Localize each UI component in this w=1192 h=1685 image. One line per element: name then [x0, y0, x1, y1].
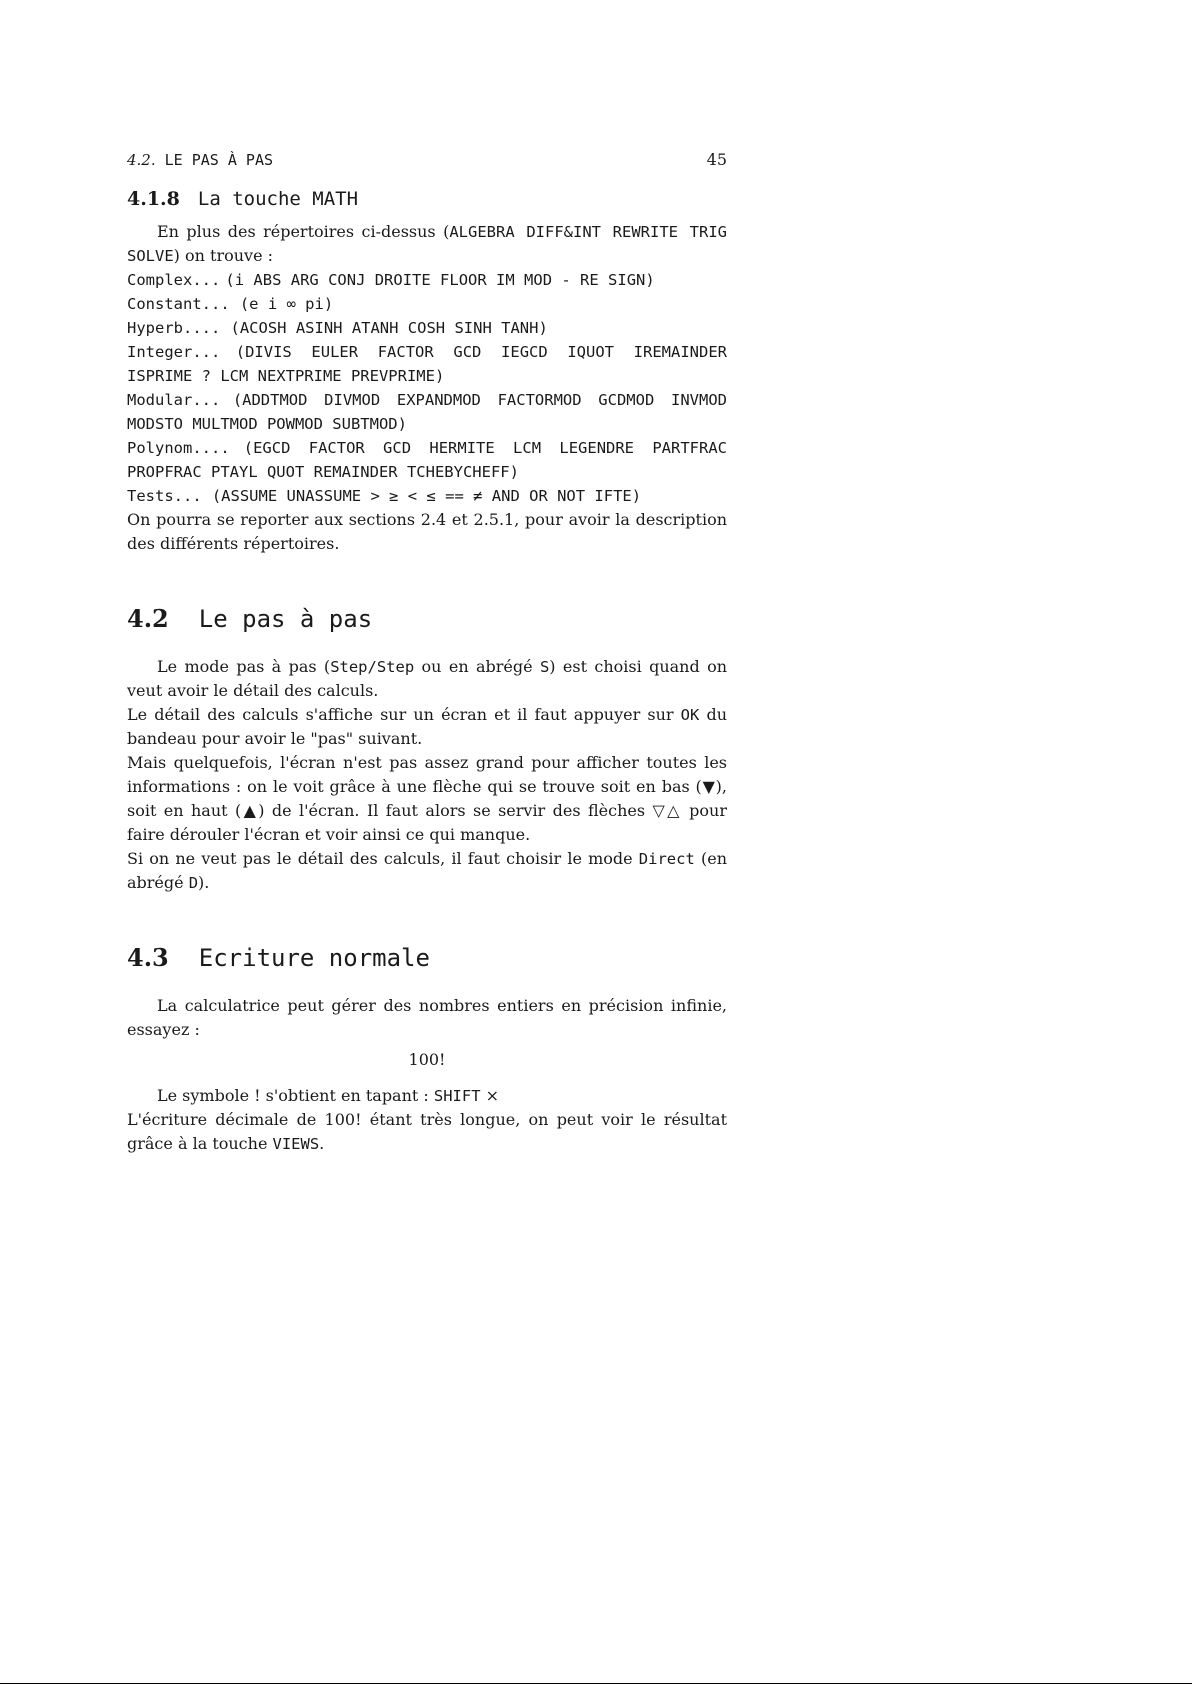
text: Le détail des calculs s'affiche sur un écran et il faut appuyer sur — [127, 705, 681, 724]
text: ) est choisi quand on veut avoir le détail des calculs. — [127, 657, 728, 700]
subsection-number: 4.1.8 — [127, 188, 180, 210]
step-paragraph-2 — [127, 703, 727, 751]
header-section-ref: 4.2. — [127, 151, 156, 169]
text: Le symbole ! s'obtient en tapant : — [157, 1086, 434, 1105]
section-title-text: Le pas à pas — [198, 605, 373, 633]
item-name: Polynom.... — [127, 439, 230, 457]
page-number: 45 — [706, 150, 727, 169]
list-item-hyperb — [127, 316, 727, 340]
text: . — [319, 1134, 325, 1153]
item-content: (i ABS ARG CONJ DROITE FLOOR IM MOD - RE SIGN) — [225, 271, 655, 289]
section-number: 4.3 — [127, 943, 169, 972]
formula: 100! — [408, 1050, 446, 1069]
step-paragraph-3: Mais quelquefois, l'écran n'est pas assez grand pour afficher toutes les informations : on le voit grâce à une flèche qui se trouve soit en bas (▼), soit en haut (▲) de l'écran. Il faut alors se servir des flèches ▽△ pour faire dérouler l'écran et voir ainsi ce qui manque. — [127, 753, 727, 844]
step-paragraph-4 — [127, 847, 727, 895]
page-content — [127, 150, 727, 1156]
section-title-4-3 — [127, 943, 727, 972]
subsection-title-4-1-8 — [127, 188, 727, 210]
header-section — [127, 151, 273, 169]
normal-paragraph-3 — [127, 1108, 727, 1156]
subsection-title-prefix: La touche — [197, 188, 301, 210]
mono-text: OK — [680, 706, 700, 724]
item-name: Integer... — [127, 343, 221, 361]
list-item-polynom — [127, 436, 727, 484]
section-title-text: Ecriture normale — [198, 944, 430, 972]
item-content: (EGCD FACTOR GCD HERMITE LCM LEGENDRE PARTFRAC PROPFRAC PTAYL QUOT REMAINDER TCHEBYCHEFF) — [127, 439, 727, 481]
list-item-modular — [127, 388, 727, 436]
running-header — [127, 150, 727, 174]
text: L'écriture décimale de 100! étant très longue, on peut voir le résultat grâce à la touche — [127, 1110, 727, 1153]
mono-text: SHIFT — [433, 1087, 481, 1105]
step-paragraph-1 — [127, 655, 727, 703]
list-item-constant — [127, 292, 727, 316]
text: × — [480, 1086, 500, 1105]
text: (en abrégé — [127, 849, 727, 892]
mono-text: S — [539, 658, 550, 676]
item-content: (DIVIS EULER FACTOR GCD IEGCD IQUOT IREMAINDER ISPRIME ? LCM NEXTPRIME PREVPRIME) — [127, 343, 727, 385]
normal-paragraph-2 — [127, 1084, 727, 1108]
page-bottom-rule — [0, 1683, 1192, 1684]
item-name: Tests... — [127, 487, 202, 505]
intro-paragraph — [127, 220, 727, 268]
item-content: (ADDTMOD DIVMOD EXPANDMOD FACTORMOD GCDMOD INVMOD MODSTO MULTMOD POWMOD SUBTMOD) — [127, 391, 727, 433]
section-number: 4.2 — [127, 604, 169, 633]
item-name: Hyperb.... — [127, 319, 221, 337]
subsection-title-text — [198, 188, 358, 210]
item-name: Modular... — [127, 391, 221, 409]
mono-text: Direct — [638, 850, 695, 868]
intro-text-1: En plus des répertoires ci-dessus ( — [157, 222, 450, 241]
item-content: (ACOSH ASINH ATANH COSH SINH TANH) — [230, 319, 548, 337]
text: Si on ne veut pas le détail des calculs, il faut choisir le mode — [127, 849, 639, 868]
item-content: (ASSUME UNASSUME > ≥ < ≤ == ≠ AND OR NOT IFTE) — [211, 487, 642, 505]
text: du bandeau pour avoir le "pas" suivant. — [127, 705, 728, 748]
header-section-name: LE PAS À PAS — [164, 151, 274, 169]
list-item-tests — [127, 484, 727, 508]
intro-directories: ALGEBRA DIFF&INT REWRITE TRIG SOLVE — [127, 223, 727, 265]
intro-text-2: ) on trouve : — [173, 246, 274, 265]
text: ). — [198, 873, 210, 892]
subsection-title-mono: MATH — [312, 188, 359, 210]
text: Le mode pas à pas ( — [157, 657, 331, 676]
item-name: Complex... — [127, 271, 221, 289]
list-item-complex — [127, 268, 727, 292]
text: ou en abrégé — [414, 657, 540, 676]
item-name: Constant... — [127, 295, 230, 313]
list-item-integer — [127, 340, 727, 388]
closing-paragraph: On pourra se reporter aux sections 2.4 et 2.5.1, pour avoir la description des différents répertoires. — [127, 510, 727, 553]
mono-text: Step/Step — [330, 658, 415, 676]
section-title-4-2 — [127, 604, 727, 633]
mono-text: VIEWS — [272, 1135, 320, 1153]
mono-text: D — [188, 874, 199, 892]
normal-paragraph-1: La calculatrice peut gérer des nombres entiers en précision infinie, essayez : — [127, 996, 727, 1039]
item-content: (e i ∞ pi) — [239, 295, 334, 313]
